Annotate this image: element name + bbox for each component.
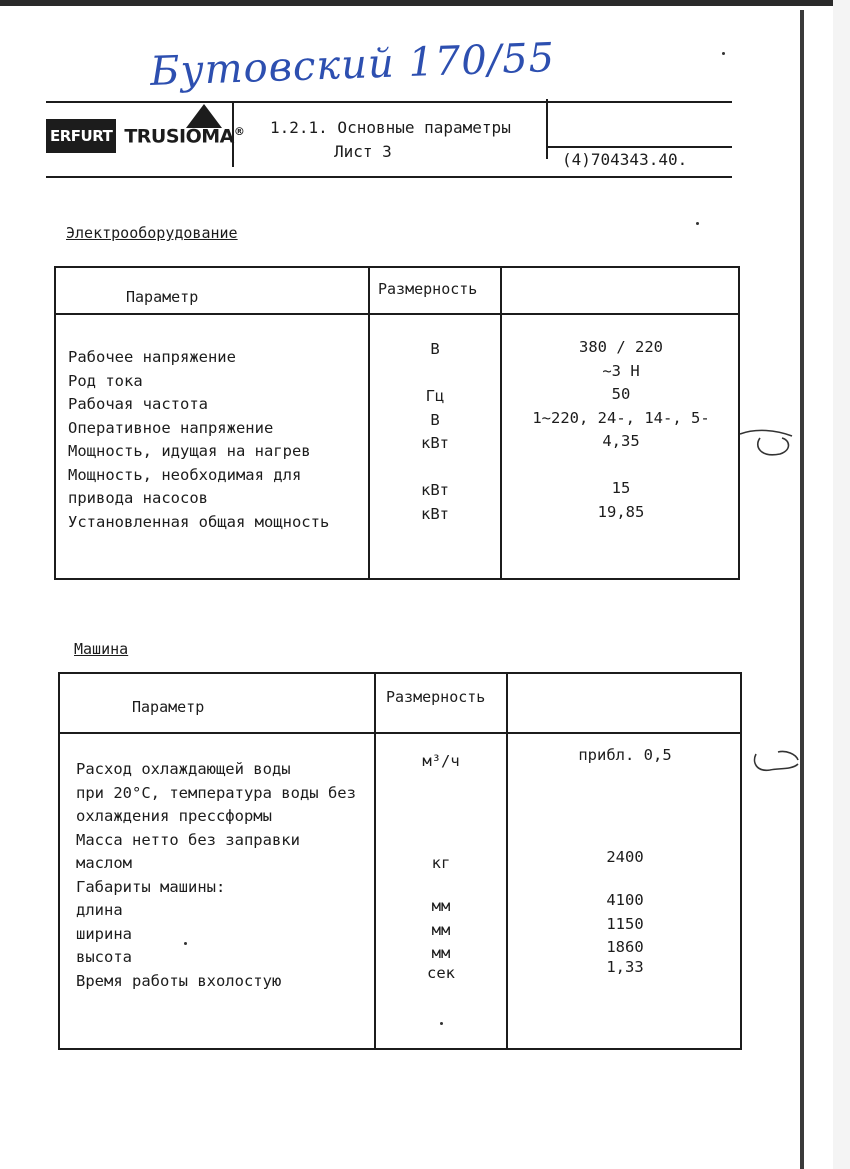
parameter-column bbox=[68, 346, 329, 534]
paper-speck bbox=[440, 1022, 443, 1025]
document-number: (4)704343.40. bbox=[562, 150, 688, 169]
logo-trusioma bbox=[124, 125, 244, 147]
company-logo bbox=[46, 118, 244, 154]
value-cell bbox=[508, 815, 742, 839]
value-cell bbox=[508, 768, 742, 792]
unit-column bbox=[370, 338, 500, 526]
header-row-divider bbox=[56, 313, 738, 315]
unit-cell: кг bbox=[431, 854, 451, 872]
sheet-label: Лист 3 bbox=[334, 142, 392, 161]
paper-speck bbox=[696, 222, 699, 225]
value-column bbox=[502, 336, 740, 524]
value-cell: 2400 bbox=[606, 848, 644, 866]
logo-trusioma-text: TRUSIOMA bbox=[124, 125, 234, 148]
unit-cell: В bbox=[430, 340, 440, 358]
unit-cell: мм bbox=[431, 897, 451, 915]
value-cell: 1,33 bbox=[606, 957, 644, 976]
parameter-cell: Рабочее напряжение bbox=[68, 348, 236, 366]
value-column bbox=[508, 744, 742, 979]
unit-cell: Гц bbox=[425, 387, 445, 405]
parameter-cell: охлаждения прессформы bbox=[76, 807, 272, 825]
parameter-cell: Род тока bbox=[68, 371, 143, 390]
unit-cell bbox=[370, 362, 500, 386]
value-cell bbox=[508, 862, 742, 886]
paper-speck bbox=[184, 942, 187, 945]
value-cell: 4100 bbox=[606, 891, 644, 909]
column-header-unit: Размерность bbox=[386, 688, 486, 706]
parameter-cell: Мощность, идущая на нагрев bbox=[68, 442, 311, 460]
value-cell: 380 / 220 bbox=[579, 338, 663, 356]
column-header-parameter: Параметр bbox=[132, 698, 205, 716]
page-edge bbox=[0, 0, 850, 6]
unit-cell bbox=[376, 868, 506, 892]
parameter-cell: Мощность, необходимая для bbox=[68, 465, 302, 484]
unit-cell: мм bbox=[431, 944, 451, 962]
value-cell: 1150 bbox=[606, 914, 644, 933]
value-cell bbox=[502, 454, 740, 478]
margin-scribble bbox=[736, 424, 800, 464]
parameter-cell: Масса нетто без заправки bbox=[76, 830, 300, 849]
unit-cell: кВт bbox=[421, 481, 449, 499]
section-reference: 1.2.1. Основные параметры bbox=[270, 118, 511, 137]
parameter-cell: высота bbox=[76, 948, 132, 966]
unit-column bbox=[376, 750, 506, 985]
parameter-cell: Рабочая частота bbox=[68, 395, 208, 413]
parameter-cell: Габариты машины: bbox=[76, 877, 226, 896]
section-title-machine: Машина bbox=[74, 640, 129, 658]
logo-erfurt: ERFURT bbox=[46, 119, 116, 153]
value-cell: 50 bbox=[611, 385, 631, 403]
column-header-unit: Размерность bbox=[378, 280, 478, 298]
parameter-cell: при 20°С, температура воды без bbox=[76, 783, 356, 802]
header-number-rule bbox=[548, 146, 732, 148]
parameter-cell: привода насосов bbox=[68, 489, 208, 507]
parameter-cell: маслом bbox=[76, 854, 132, 872]
parameter-cell: длина bbox=[76, 901, 123, 919]
unit-cell: кВт bbox=[421, 434, 449, 452]
value-cell: 1~220, 24-, 14-, 5- bbox=[532, 408, 710, 427]
value-cell: 15 bbox=[611, 479, 631, 497]
value-cell: 1860 bbox=[606, 938, 644, 956]
unit-cell: мм bbox=[431, 920, 451, 939]
section-title-electrical: Электрооборудование bbox=[66, 224, 238, 242]
page-margin bbox=[833, 0, 850, 1169]
unit-cell: сек bbox=[427, 963, 455, 982]
parameter-cell: Время работы вхолостую bbox=[76, 971, 282, 990]
unit-cell: кВт bbox=[421, 504, 449, 523]
machine-table bbox=[58, 672, 742, 1050]
header-divider bbox=[546, 99, 548, 159]
paper-speck bbox=[722, 52, 725, 55]
value-cell: ~3 Н bbox=[602, 361, 640, 380]
unit-cell bbox=[376, 821, 506, 845]
parameter-column bbox=[76, 758, 356, 993]
unit-cell: м³/ч bbox=[422, 752, 460, 770]
unit-cell bbox=[376, 797, 506, 821]
value-cell: 4,35 bbox=[602, 432, 640, 450]
unit-cell bbox=[376, 774, 506, 798]
parameter-cell: Расход охлаждающей воды bbox=[76, 760, 291, 778]
handwritten-note: Бутовский 170/55 bbox=[149, 34, 556, 96]
parameter-cell: Установленная общая мощность bbox=[68, 512, 330, 531]
header-row-divider bbox=[60, 732, 740, 734]
header-bottom-rule bbox=[46, 176, 732, 178]
unit-cell: В bbox=[430, 410, 440, 429]
column-header-parameter: Параметр bbox=[126, 288, 199, 306]
value-cell: 19,85 bbox=[597, 502, 645, 521]
value-cell: прибл. 0,5 bbox=[578, 746, 672, 764]
parameter-cell: ширина bbox=[76, 924, 132, 943]
parameter-cell: Оперативное напряжение bbox=[68, 418, 274, 437]
unit-cell bbox=[370, 456, 500, 480]
page-edge bbox=[800, 10, 804, 1169]
logo-registered-mark: ® bbox=[233, 124, 245, 138]
electrical-table bbox=[54, 266, 740, 580]
header-top-rule bbox=[46, 101, 732, 103]
margin-scribble bbox=[748, 744, 804, 780]
value-cell bbox=[508, 791, 742, 815]
